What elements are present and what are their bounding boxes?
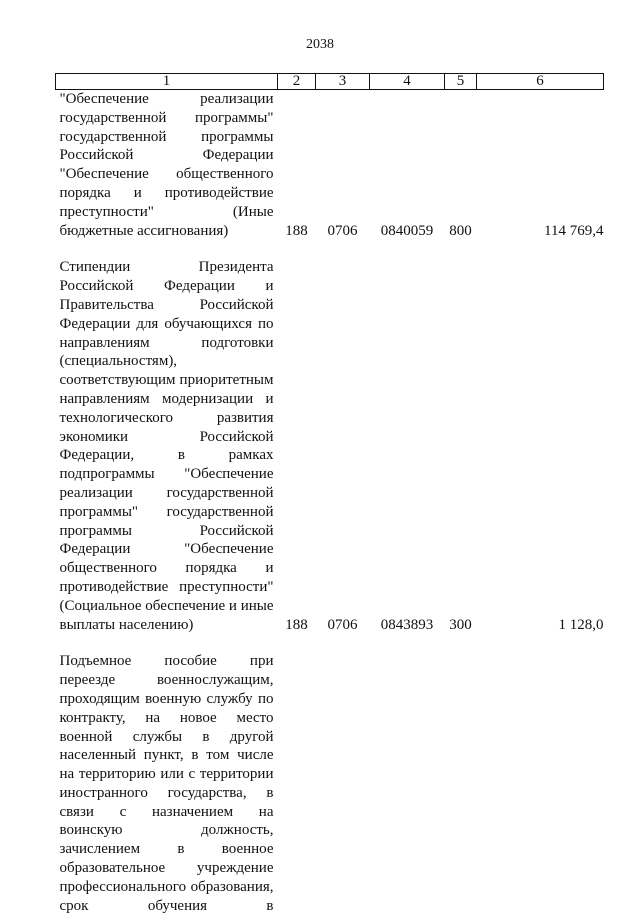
row-amount: 114 769,4 (544, 222, 604, 239)
column-header-1: 1 (56, 74, 278, 90)
row-description: "Обеспечение реализации государственной программы" государственной программы Российской Федерации "Обеспечение общественного порядка и противодействие преступности" (Иные бюджетные ассигнования) (59, 91, 274, 239)
table-row (56, 258, 604, 634)
row-amount: 1 128,0 (558, 616, 604, 633)
row-target-code: 0843893 (380, 616, 434, 633)
row-description: Подъемное пособие при переезде военнослужащим, проходящим военную службу по контракту, на новое место военной службы в другой населенный пункт, в том числе на территорию или с территории иностранного государства, в связи с назначением на воинскую должность, зачислением в военное образовательное учреждение профессионального образования, срок обучения в (59, 653, 274, 914)
column-header-row (56, 74, 604, 90)
table-row (56, 652, 604, 915)
column-header-2: 2 (278, 74, 316, 90)
row-section-code: 0706 (327, 616, 358, 633)
row-spacer (56, 634, 604, 652)
row-description: Стипендии Президента Российской Федерации и Правительства Российской Федерации для обучающихся по направлениям подготовки (специальностям), соответствующим приоритетным направлениям модернизации и технологического развития экономики Российской Федерации, в рамках подпрограммы "Обеспечение реализации государственной программы" государственной программы Российской Федерации "Обеспечение общественного порядка и противодействие преступности" (Социальное обеспечение и иные выплаты населению) (59, 259, 274, 633)
budget-table (55, 73, 604, 915)
row-expense-type: 800 (449, 222, 472, 239)
row-empty-cells (278, 652, 604, 915)
row-ministry-code: 188 (285, 616, 308, 633)
page-number: 2038 (306, 37, 334, 52)
column-header-4: 4 (370, 74, 445, 90)
row-ministry-code: 188 (285, 222, 308, 239)
column-header-3: 3 (316, 74, 370, 90)
column-header-5: 5 (445, 74, 477, 90)
column-header-6: 6 (477, 74, 604, 90)
table-row (56, 90, 604, 241)
row-target-code: 0840059 (380, 222, 434, 239)
row-spacer (56, 240, 604, 258)
row-expense-type: 300 (449, 616, 472, 633)
row-section-code: 0706 (327, 222, 358, 239)
